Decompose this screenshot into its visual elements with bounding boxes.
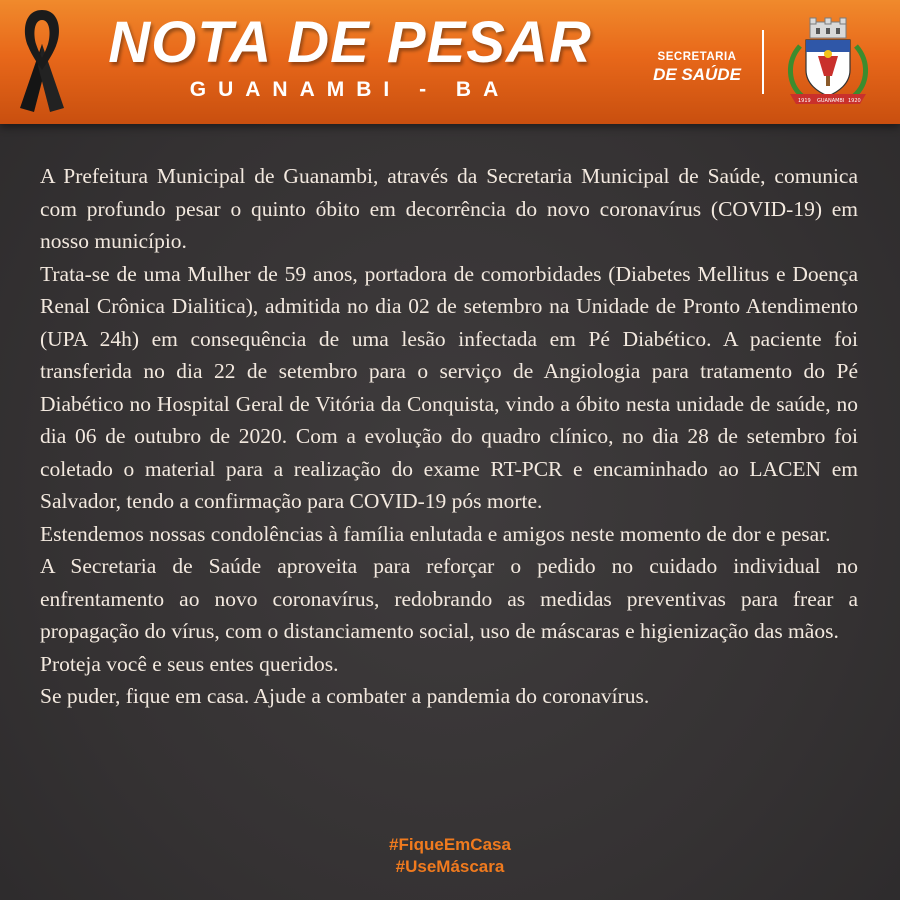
hashtags xyxy=(0,834,900,878)
paragraph-stay-home: Se puder, fique em casa. Ajude a combater a pandemia do coronavírus. xyxy=(40,684,650,708)
header-divider xyxy=(762,30,764,94)
crest-name: GUANAMBI xyxy=(817,98,845,104)
paragraph-case-details: Trata-se de uma Mulher de 59 anos, portadora de comorbidades (Diabetes Mellitus e Doença Renal Crônica Dialitica), admitida no dia 02 de setembro na Unidade de Pronto Atendimento (UPA 24h) em consequência de uma lesão infectada em Pé Diabético. A paciente foi transferida no dia 22 de setembro para o serviço de Angiologia para tratamento do Pé Diabético no Hospital Geral de Vitória da Conquista, vindo a óbito nesta unidade de saúde, no dia 06 de outubro de 2020. Com a evolução do quadro clínico, no dia 28 de setembro foi coletado o material para a realização do exame RT-PCR e encaminhado ao LACEN em Salvador, tendo a confirmação para COVID-19 pós morte. xyxy=(40,261,858,513)
guanambi-crest-icon xyxy=(780,16,876,110)
hashtag-fique-em-casa: #FiqueEmCasa xyxy=(389,835,511,854)
page-title: NOTA DE PESAR xyxy=(108,10,592,75)
page-subtitle: GUANAMBI - BA xyxy=(189,78,511,101)
crest-year-right: 1920 xyxy=(848,98,861,104)
paragraph-prevention: A Secretaria de Saúde aproveita para reforçar o pedido no cuidado individual no enfrentamento ao novo coronavírus, redobrando as medidas preventivas para frear a propagação do vírus, com o distanciamento social, uso de máscaras e higienização das mãos. xyxy=(40,554,858,643)
paragraph-announcement: A Prefeitura Municipal de Guanambi, através da Secretaria Municipal de Saúde, comunica com profundo pesar o quinto óbito em decorrência do novo coronavírus (COVID-19) em nosso município. xyxy=(40,164,858,253)
crest-year-left: 1919 xyxy=(798,98,811,104)
paragraph-condolences: Estendemos nossas condolências à família enlutada e amigos neste momento de dor e pesar. xyxy=(40,521,831,546)
paragraph-protect: Proteja você e seus entes queridos. xyxy=(40,651,339,676)
mourning-ribbon-icon xyxy=(6,4,78,116)
header-banner xyxy=(0,0,900,124)
secretaria-label: SECRETARIA xyxy=(657,51,737,63)
secretaria-name: DE SAÚDE xyxy=(653,65,741,84)
note-body xyxy=(40,160,858,713)
hashtag-use-mascara: #UseMáscara xyxy=(395,857,505,876)
